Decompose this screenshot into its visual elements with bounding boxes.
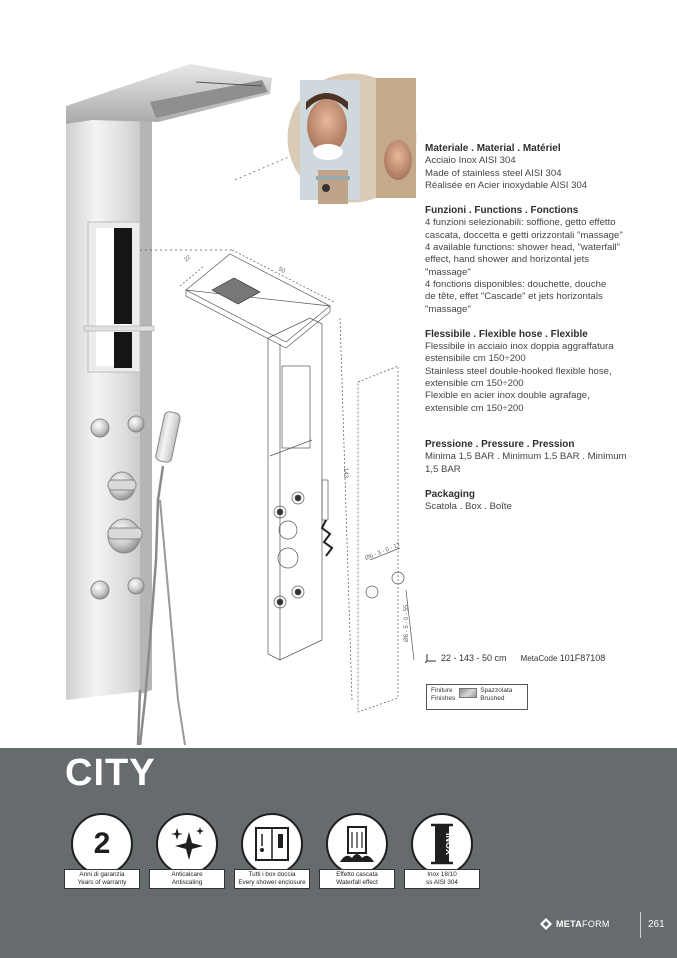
feature-label-en: Years of warranty: [77, 879, 127, 886]
warranty-years: 2: [93, 827, 111, 860]
spec-line: 4 funzioni selezionabili: soffione, getto effetto: [425, 217, 616, 229]
technical-drawing: [140, 150, 414, 712]
spec-line: 4 available functions: shower head, "waterfall": [425, 242, 621, 254]
specifications: [425, 143, 665, 526]
feature-label-en: Every shower enclosure: [238, 879, 306, 886]
brushed-swatch: [459, 688, 477, 698]
feature-label: [234, 869, 310, 889]
spec-flexible-hose: [425, 329, 665, 415]
finish-value-en: Brushed: [480, 695, 505, 702]
feature-label-it: Anticalcare: [171, 871, 203, 878]
footer-divider: [640, 912, 641, 938]
spec-line: Made of stainless steel AISI 304: [425, 167, 562, 179]
sparkle-icon: [156, 813, 218, 875]
feature-label-en: ss AISI 304: [426, 879, 458, 886]
spec-material: [425, 143, 665, 192]
spec-heading: Pressione . Pressure . Pression: [425, 438, 575, 450]
spec-line: Stainless steel double-hooked flexible hose,: [425, 365, 612, 377]
spec-line: Scatola . Box . Boîte: [425, 501, 512, 513]
brand-logo: [540, 918, 610, 930]
finish-label-it: Finiture: [431, 687, 453, 694]
metacode-label: MetaCode: [520, 654, 558, 663]
brand-name-light: FORM: [582, 919, 610, 929]
spec-functions: [425, 205, 665, 316]
inset-photo-man-shaving: [286, 72, 418, 204]
metacode-value: 101F87108: [559, 653, 606, 663]
number-badge: [71, 813, 133, 875]
spec-heading: Packaging: [425, 488, 476, 500]
feature-label: [149, 869, 225, 889]
product-title: CITY: [65, 752, 156, 794]
spec-line: extensible cm 150÷200: [425, 402, 524, 414]
finish-label: [427, 685, 459, 709]
feature-label-it: Anni di garanzia: [79, 871, 125, 878]
dimension-axes-icon: [425, 653, 437, 663]
feature-label-it: Effetto cascata: [336, 871, 378, 878]
spec-line: de tête, effet "Cascade" et jets horizontals: [425, 291, 603, 303]
finish-value-it: Spazzolata: [480, 687, 513, 694]
metacode: [521, 653, 606, 663]
feature-label-en: Waterfall effect: [336, 879, 378, 886]
spec-line: Flexible en acier inox double agrafage,: [425, 390, 590, 402]
feature-label: [64, 869, 140, 889]
finish-value: [477, 685, 515, 709]
spec-line: cascata, doccetta e getti orizzontali "massage": [425, 229, 623, 241]
brand-diamond-icon: [540, 918, 552, 930]
feature-antiscaling: [149, 813, 225, 889]
dim-depth-label: 22: [183, 254, 193, 264]
spec-line: estensibile cm 150÷200: [425, 353, 526, 365]
feature-every-enclosure: [234, 813, 310, 889]
dim-hole-vertical-label: Ø6 - 5 - 0 - 55: [404, 604, 410, 642]
spec-line: 4 fonctions disponibles: douchette, douche: [425, 278, 607, 290]
feature-label-it: Tutti i box doccia: [248, 871, 296, 878]
spec-packaging: [425, 489, 665, 514]
feature-label-en: Antiscaling: [171, 879, 203, 886]
dim-width-label: 50: [277, 266, 286, 275]
inox-icon: [411, 813, 473, 875]
spec-line: "massage": [425, 266, 471, 278]
dim-hole-spacing-label: Ø6 - 3 - 0 - 17: [364, 542, 402, 562]
inox-icon-text: INOX: [444, 832, 454, 856]
brand-name-bold: META: [556, 919, 583, 929]
dim-height-label: 143: [342, 468, 348, 479]
spec-line: Minima 1,5 BAR . Minimum 1.5 BAR . Minimum: [425, 451, 627, 463]
finish-label-en: Finishes: [431, 695, 456, 702]
finish-box: [426, 684, 528, 710]
dimensions-value: 22 - 143 - 50 cm: [441, 653, 507, 663]
spec-line: extensible cm 150÷200: [425, 378, 524, 390]
spec-line: "massage": [425, 303, 471, 315]
feature-label: [404, 869, 480, 889]
feature-label-it: Inox 18/10: [427, 871, 457, 878]
shower-panel-photo: [66, 64, 272, 745]
product-illustration: [0, 0, 430, 750]
spec-line: 1,5 BAR: [425, 463, 461, 475]
dimensions-row: [425, 653, 605, 663]
waterfall-icon: [326, 813, 388, 875]
spec-line: effect, hand shower and horizontal jets: [425, 254, 590, 266]
spec-heading: Flessibile . Flexible hose . Flexible: [425, 328, 588, 340]
spec-pressure: [425, 439, 665, 476]
spec-line: Flessibile in acciaio inox doppia aggraffatura: [425, 341, 614, 353]
feature-waterfall: [319, 813, 395, 889]
feature-inox: [404, 813, 480, 889]
feature-label: [319, 869, 395, 889]
spec-line: Réalisée en Acier inoxydable AISI 304: [425, 179, 588, 191]
spec-heading: Materiale . Material . Matériel: [425, 143, 561, 154]
spec-heading: Funzioni . Functions . Fonctions: [425, 205, 579, 217]
feature-warranty: [64, 813, 140, 889]
shower-enclosure-icon: [241, 813, 303, 875]
page-number: 261: [648, 919, 665, 930]
spec-line: Acciaio Inox AISI 304: [425, 155, 516, 167]
